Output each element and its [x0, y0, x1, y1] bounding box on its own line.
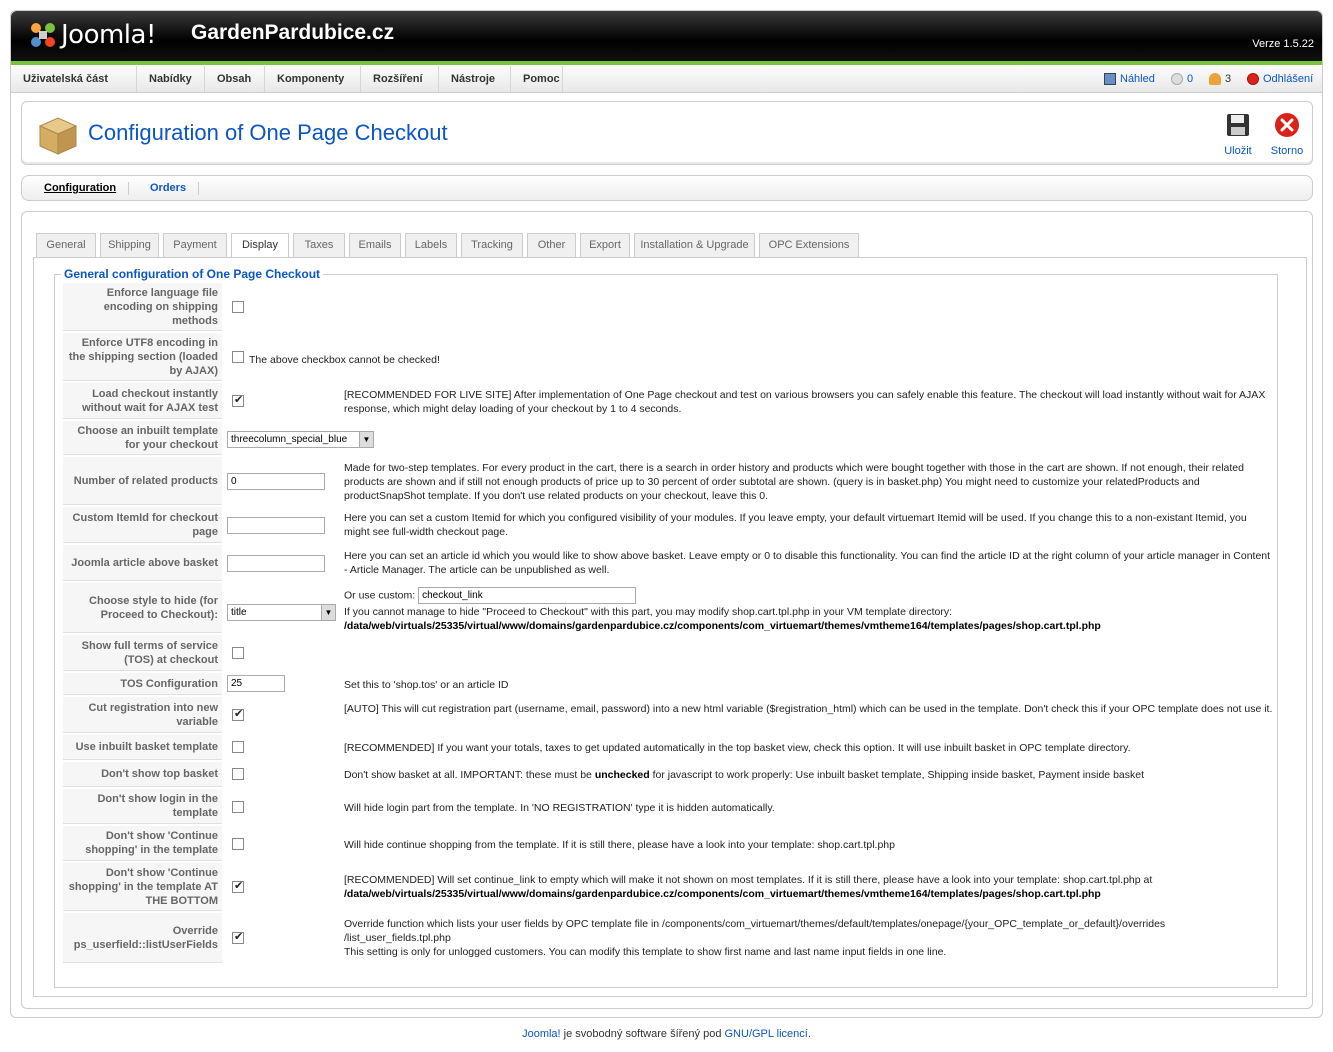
row-label: Choose an inbuilt template for your checkout	[63, 421, 222, 455]
row-dont-show-continue-bottom	[63, 863, 1273, 911]
dont-show-login-checkbox[interactable]	[232, 801, 244, 813]
enforce-lang-encoding-checkbox[interactable]	[232, 301, 244, 313]
row-dont-show-continue	[63, 826, 1273, 861]
footer: Joomla! je svobodný software šířený pod GNU/GPL licencí.	[522, 1028, 811, 1040]
joomla-logo	[27, 17, 156, 53]
dont-show-continue-checkbox[interactable]	[232, 838, 244, 850]
row-label: Number of related products	[63, 457, 222, 505]
chevron-down-icon: ▼	[359, 432, 373, 447]
menu-item-tools[interactable]: Nástroje	[439, 66, 511, 92]
menu-item-menus[interactable]: Nabídky	[137, 66, 205, 92]
tab-taxes[interactable]: Taxes	[293, 233, 345, 257]
row-label: TOS Configuration	[63, 673, 222, 695]
menu-item-help[interactable]: Pomoc	[511, 66, 563, 92]
row-label: Custom ItemId for checkout page	[63, 507, 222, 543]
row-description: [RECOMMENDED] If you want your totals, taxes to get updated automatically in the top basket view, check this option. It will use inbuilt basket in OPC template directory.	[344, 742, 1131, 754]
users-icon	[1209, 73, 1221, 85]
preview-link[interactable]: Náhled	[1104, 66, 1155, 92]
cancel-icon	[1274, 112, 1300, 138]
utf8-note: The above checkbox cannot be checked!	[249, 354, 440, 366]
show-tos-checkbox[interactable]	[232, 647, 244, 659]
joomla-article-input[interactable]	[227, 555, 325, 572]
enforce-utf8-checkbox[interactable]	[232, 351, 244, 363]
row-description: Made for two-step templates. For every product in the cart, there is a search in order history and products which were bought together with those in the cart are shown. If not enough, their related products are shown and if still not enough products of price up to 30 percent of order subtotal are shown. (query is in basket.php) You might need to customize your relatedProducts and productSnapShot template. If you don't use related products on your checkout, leave this 0.	[344, 462, 1244, 502]
load-instantly-checkbox[interactable]	[232, 395, 244, 407]
tab-general[interactable]: General	[36, 233, 96, 257]
row-cut-registration	[63, 697, 1273, 733]
row-load-instantly	[63, 383, 1273, 419]
tab-emails[interactable]: Emails	[349, 233, 401, 257]
users-online: 3	[1209, 66, 1231, 92]
inbuilt-basket-checkbox[interactable]	[232, 741, 244, 753]
row-label: Enforce language file encoding on shipping methods	[63, 283, 222, 331]
subnav-configuration[interactable]: Configuration	[32, 182, 129, 195]
row-related-products	[63, 457, 1273, 505]
tab-opc-extensions[interactable]: OPC Extensions	[759, 233, 859, 257]
row-label: Use inbuilt basket template	[63, 735, 222, 760]
row-description: Here you can set an article id which you would like to show above basket. Leave empty or 0 to disable this functionality. You can find the article ID at the right column of your article manager in Content - Article Manager. The article can be unpublished as well.	[344, 550, 1271, 576]
site-name[interactable]: GardenPardubice.cz	[191, 21, 395, 44]
row-description: [AUTO] This will cut registration part (username, email, password) into a new html variable ($registration_html) which can be used in the template. Don't check this if your OPC template does not use it.	[344, 703, 1273, 715]
main-menu	[11, 66, 1322, 93]
header-bar	[11, 11, 1322, 65]
row-tos-config	[63, 673, 1273, 695]
row-description: Will hide login part from the template. In 'NO REGISTRATION' type it is hidden automatically.	[344, 802, 775, 814]
row-description: [RECOMMENDED] Will set continue_link to empty which will make it not shown on most templates. If it is still there, please have a look into your template: shop.cart.tpl.php at /data/web/virtuals/25335/virtual/www/domains/gardenpardubice.cz/components/com_virtuemart/themes/vmtheme164/templates/pages/shop.cart.tpl.php	[344, 874, 1153, 900]
joomla-logo-icon	[27, 19, 59, 51]
floppy-disk-icon	[1225, 112, 1251, 138]
subnav-orders[interactable]: Orders	[138, 182, 199, 195]
row-joomla-article	[63, 545, 1273, 581]
row-label: Choose style to hide (for Proceed to Checkout):	[63, 583, 222, 633]
override-userfields-checkbox[interactable]	[232, 932, 244, 944]
menu-item-content[interactable]: Obsah	[205, 66, 265, 92]
row-label: Show full terms of service (TOS) at checkout	[63, 635, 222, 671]
row-description: Override function which lists your user fields by OPC template file in /components/com_virtuemart/themes/default/templates/onepage/{your_OPC_template_or_default}/overrides /list_user_fields.tpl.php This setting is only for unlogged customers. You can modify this template to show first name and last name input fields in one line.	[344, 918, 1166, 958]
row-custom-itemid	[63, 507, 1273, 543]
chevron-down-icon: ▼	[321, 605, 335, 620]
row-dont-show-login	[63, 789, 1273, 824]
dont-show-top-basket-checkbox[interactable]	[232, 768, 244, 780]
joomla-wordmark: Joomla!	[61, 20, 156, 50]
config-box-icon	[36, 112, 80, 156]
version-label: Verze 1.5.22	[1252, 38, 1314, 50]
path-text: /data/web/virtuals/25335/virtual/www/domains/gardenpardubice.cz/components/com_virtuemart/themes/vmtheme164/templates/pages/shop.cart.tpl.php	[344, 620, 1101, 632]
row-description: Don't show basket at all. IMPORTANT: these must be unchecked for javascript to work properly: Use inbuilt basket template, Shipping inside basket, Payment inside basket	[344, 769, 1145, 781]
row-description: Will hide continue shopping from the template. If it is still there, please have a look into your template: shop.cart.tpl.php	[344, 839, 895, 851]
tab-panel-display	[33, 257, 1307, 997]
tab-other[interactable]: Other	[527, 233, 576, 257]
row-label: Don't show login in the template	[63, 789, 222, 824]
page-title: Configuration of One Page Checkout	[88, 120, 448, 145]
row-label: Cut registration into new variable	[63, 697, 222, 733]
row-label: Enforce UTF8 encoding in the shipping section (loaded by AJAX)	[63, 333, 222, 381]
row-label: Override ps_userfield::listUserFields	[63, 913, 222, 963]
row-enforce-lang-encoding	[63, 283, 1273, 331]
row-dont-show-top-basket	[63, 762, 1273, 787]
row-enforce-utf8	[63, 333, 1273, 381]
toolbar-box	[21, 101, 1313, 165]
row-label: Don't show top basket	[63, 762, 222, 787]
messages-icon	[1171, 73, 1183, 85]
row-label: Load checkout instantly without wait for AJAX test	[63, 383, 222, 419]
tab-labels[interactable]: Labels	[405, 233, 457, 257]
content-box	[21, 211, 1313, 1009]
tab-shipping[interactable]: Shipping	[100, 233, 159, 257]
tab-installation-upgrade[interactable]: Installation & Upgrade	[634, 233, 755, 257]
row-inbuilt-basket	[63, 735, 1273, 760]
row-description: Here you can set a custom Itemid for which you configured visibility of your modules. If you leave empty, your default virtuemart Itemid will be used. If you change this to a non-existant Itemid, you might see full-width checkout page.	[344, 512, 1247, 538]
row-description: [RECOMMENDED FOR LIVE SITE] After implementation of One Page checkout and test on various browsers you can safely enable this feature. The checkout will load instantly without wait for AJAX response, which might delay loading of your checkout by 1 to 4 seconds.	[344, 389, 1266, 415]
joomla-footer-link[interactable]: Joomla!	[522, 1028, 561, 1040]
tab-tracking[interactable]: Tracking	[461, 233, 523, 257]
preview-icon	[1104, 73, 1116, 85]
row-override-userfields	[63, 913, 1273, 963]
dont-show-continue-bottom-checkbox[interactable]	[232, 881, 244, 893]
gpl-license-link[interactable]: GNU/GPL licencí	[724, 1028, 808, 1040]
related-products-input[interactable]: 0	[227, 473, 325, 490]
logout-link[interactable]: Odhlášení	[1247, 66, 1313, 92]
row-inbuilt-template	[63, 421, 1273, 455]
custom-style-input[interactable]: checkout_link	[418, 587, 636, 604]
hide-style-select[interactable]: title ▼	[227, 604, 336, 621]
save-button[interactable]: Uložit	[1215, 112, 1261, 157]
tos-config-input[interactable]: 25	[227, 675, 285, 692]
admin-window	[10, 10, 1323, 1018]
messages-link[interactable]: 0	[1171, 66, 1193, 92]
custom-style-label: Or use custom:	[344, 589, 416, 602]
menu-item-site[interactable]: Uživatelská část	[11, 66, 137, 92]
logout-icon	[1247, 73, 1259, 85]
cut-registration-checkbox[interactable]	[232, 709, 244, 721]
path-text: /data/web/virtuals/25335/virtual/www/domains/gardenpardubice.cz/components/com_virtuemart/themes/vmtheme164/templates/pages/shop.cart.tpl.php	[344, 888, 1101, 900]
row-label: Don't show 'Continue shopping' in the template AT THE BOTTOM	[63, 863, 222, 911]
cancel-button[interactable]: Storno	[1264, 112, 1310, 157]
menu-item-extensions[interactable]: Rozšíření	[361, 66, 439, 92]
row-label: Joomla article above basket	[63, 545, 222, 581]
custom-itemid-input[interactable]	[227, 517, 325, 534]
custom-style-group	[344, 587, 1274, 604]
menu-item-components[interactable]: Komponenty	[265, 66, 361, 92]
row-description: If you cannot manage to hide "Proceed to Checkout" with this part, you may modify shop.cart.tpl.php in your VM template directory: /data/web/virtuals/25335/virtual/www/domains/gardenpardubice.cz/components/com_virtuemart/themes/vmtheme164/templates/pages/shop.cart.tpl.php	[344, 606, 1101, 632]
row-description: Set this to 'shop.tos' or an article ID	[344, 679, 509, 691]
tab-display[interactable]: Display	[231, 233, 289, 258]
general-config-fieldset	[54, 267, 1278, 988]
tab-export[interactable]: Export	[580, 233, 630, 257]
row-label: Don't show 'Continue shopping' in the template	[63, 826, 222, 861]
row-show-tos	[63, 635, 1273, 671]
fieldset-legend: General configuration of One Page Checkout	[61, 267, 323, 281]
tab-payment[interactable]: Payment	[163, 233, 227, 257]
template-select[interactable]: threecolumn_special_blue ▼	[227, 431, 374, 448]
sub-navigation	[21, 175, 1313, 201]
row-hide-style	[63, 583, 1273, 633]
